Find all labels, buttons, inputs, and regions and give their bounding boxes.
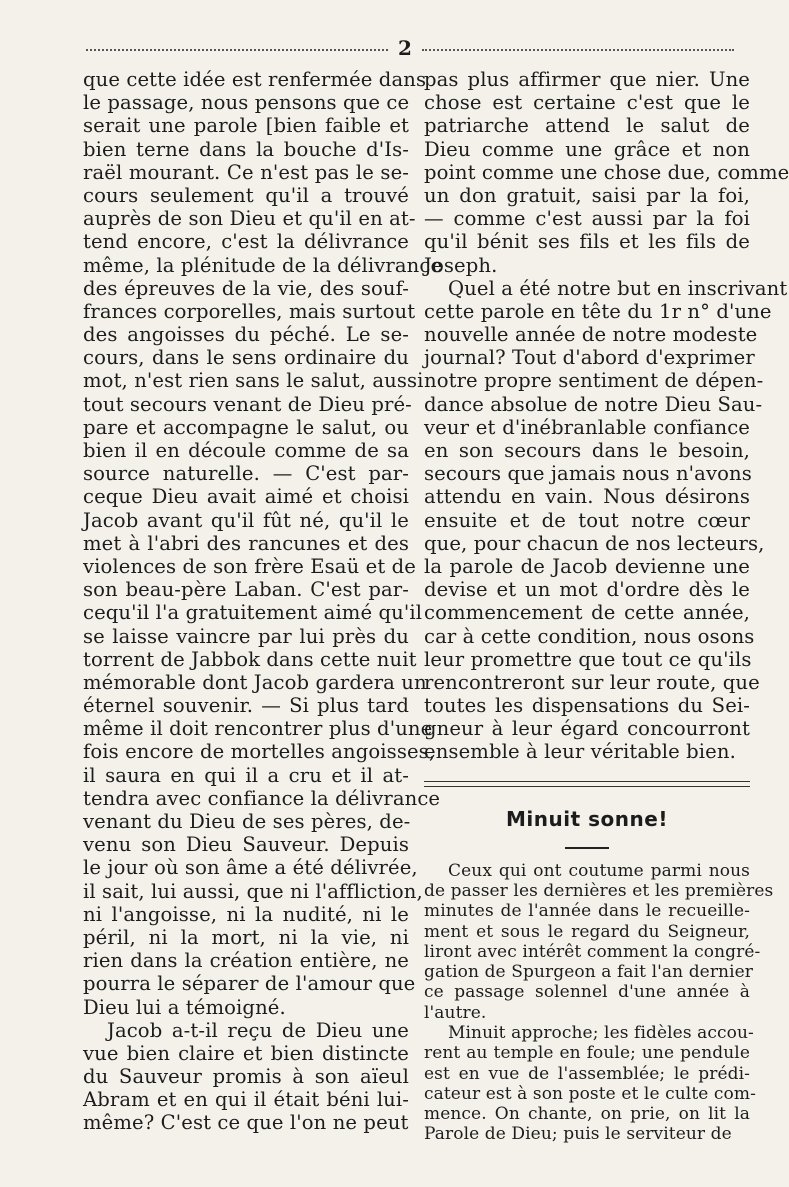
- text-line: Ceux qui ont coutume parmi nous: [448, 860, 750, 881]
- text-line: car à cette condition, nous osons: [424, 624, 755, 648]
- text-line: rent au temple en foule; une pendule: [424, 1043, 750, 1064]
- text-line: Minuit approche; les fidèles accou-: [448, 1023, 754, 1043]
- header-rule-left: [86, 49, 388, 51]
- text-line: pourra le séparer de l'amour que: [83, 972, 416, 996]
- text-line: gneur à leur égard concourront: [424, 717, 750, 741]
- text-line: Abram et en qui il était béni lui-: [83, 1088, 409, 1112]
- text-line: commencement de cette année,: [424, 601, 750, 625]
- text-line: même il doit rencontrer plus d'une: [83, 717, 433, 741]
- text-line: — comme c'est aussi par la foi: [424, 207, 750, 231]
- text-line: source naturelle. — C'est par-: [83, 462, 409, 486]
- text-line: Dieu comme une grâce et non: [424, 137, 750, 161]
- text-line: le jour où son âme a été délivrée,: [83, 856, 418, 880]
- text-line: Joseph.: [424, 253, 498, 277]
- article-text: [424, 860, 774, 1145]
- text-line: mémorable dont Jacob gardera un: [83, 670, 427, 694]
- text-line: raël mourant. Ce n'est pas le se-: [83, 160, 409, 184]
- header-rule-right: [422, 49, 734, 51]
- text-line: pare et accompagne le salut, ou: [83, 415, 409, 439]
- text-line: que, pour chacun de nos lecteurs,: [424, 531, 765, 555]
- text-line: de passer les dernières et les premières: [424, 880, 774, 901]
- text-line: du Sauveur promis à son aïeul: [83, 1065, 409, 1089]
- text-line: veur et d'inébranlable confiance: [424, 415, 750, 439]
- section-divider: [424, 781, 750, 787]
- text-line: l'autre.: [424, 1002, 487, 1023]
- left-column: [83, 68, 443, 1135]
- text-line: cette parole en tête du 1r n° d'une: [424, 299, 772, 323]
- page-header: [86, 38, 734, 58]
- text-line: cateur est à son poste et le culte com-: [424, 1083, 756, 1104]
- text-line: la parole de Jacob devienne une: [424, 554, 750, 578]
- text-line: même? C'est ce que l'on ne peut: [83, 1111, 409, 1135]
- text-line: serait une parole [bien faible et: [83, 114, 409, 138]
- right-column-text: [424, 68, 789, 764]
- text-line: Quel a été notre but en inscrivant: [448, 276, 788, 300]
- text-line: que cette idée est renfermée dans: [83, 68, 427, 91]
- text-line: est en vue de l'assemblée; le prédi-: [424, 1063, 750, 1084]
- text-line: le passage, nous pensons que ce: [83, 91, 410, 115]
- text-line: leur promettre que tout ce qu'ils: [424, 647, 752, 671]
- text-line: frances corporelles, mais surtout: [83, 299, 416, 323]
- text-line: Jacob avant qu'il fût né, qu'il le: [83, 508, 409, 532]
- text-line: minutes de l'année dans le recueille-: [424, 901, 750, 922]
- text-line: péril, ni la mort, ni la vie, ni: [83, 925, 409, 949]
- text-line: torrent de Jabbok dans cette nuit: [83, 647, 417, 671]
- text-line: nouvelle année de notre modeste: [424, 323, 758, 347]
- text-line: venant du Dieu de ses pères, de-: [83, 810, 411, 833]
- text-line: Jacob a-t-il reçu de Dieu une: [107, 1018, 409, 1042]
- text-line: Dieu lui a témoigné.: [83, 995, 286, 1019]
- text-line: dance absolue de notre Dieu Sau-: [424, 392, 763, 416]
- text-line: point comme une chose due, comme: [424, 160, 789, 184]
- text-line: tout secours venant de Dieu pré-: [83, 392, 412, 416]
- text-line: ensuite et de tout notre cœur: [424, 508, 750, 532]
- text-line: venu son Dieu Sauveur. Depuis: [83, 833, 409, 857]
- text-line: éternel souvenir. — Si plus tard: [83, 694, 409, 718]
- text-line: chose est certaine c'est que le: [424, 91, 750, 115]
- text-line: son beau-père Laban. C'est par-: [83, 578, 409, 602]
- text-line: liront avec intérêt comment la congré-: [424, 941, 761, 962]
- text-line: auprès de son Dieu et qu'il en at-: [83, 207, 416, 231]
- text-line: tendra avec confiance la délivrance: [83, 786, 441, 810]
- text-line: ment et sous le regard du Seigneur,: [424, 921, 750, 942]
- text-line: cours, dans le sens ordinaire du: [83, 346, 409, 370]
- right-column: [424, 68, 789, 1145]
- text-line: se laisse vaincre par lui près du: [83, 624, 409, 648]
- text-line: Parole de Dieu; puis le serviteur de: [424, 1124, 732, 1145]
- text-line: patriarche attend le salut de: [424, 114, 750, 138]
- text-line: tend encore, c'est la délivrance: [83, 230, 409, 254]
- text-line: un don gratuit, saisi par la foi,: [424, 183, 750, 207]
- text-line: violences de son frère Esaü et de: [83, 554, 416, 578]
- text-line: il sait, lui aussi, que ni l'affliction,: [83, 879, 423, 903]
- text-line: bien il en découle comme de sa: [83, 439, 409, 462]
- page-number: 2: [398, 36, 412, 60]
- text-line: toutes les dispensations du Sei-: [424, 694, 750, 718]
- text-line: pas plus affirmer que nier. Une: [424, 68, 750, 91]
- text-line: ceque Dieu avait aimé et choisi: [83, 485, 409, 509]
- text-line: des épreuves de la vie, des souf-: [83, 276, 409, 300]
- text-line: bien terne dans la bouche d'Is-: [83, 137, 409, 161]
- text-line: ni l'angoisse, ni la nudité, ni le: [83, 902, 409, 926]
- text-line: fois encore de mortelles angoisses,: [83, 740, 436, 764]
- text-line: cequ'il l'a gratuitement aimé qu'il: [83, 601, 423, 625]
- text-line: des angoisses du péché. Le se-: [83, 323, 409, 347]
- text-line: rien dans la création entière, ne: [83, 949, 409, 973]
- section-title: Minuit sonne!: [506, 806, 668, 831]
- text-line: notre propre sentiment de dépen-: [424, 369, 764, 393]
- text-line: devise et un mot d'ordre dès le: [424, 578, 750, 602]
- text-line: rencontreront sur leur route, que: [424, 670, 760, 694]
- text-line: mence. On chante, on prie, on lit la: [424, 1104, 750, 1125]
- text-line: même, la plénitude de la délivrance: [83, 253, 443, 277]
- text-line: gation de Spurgeon a fait l'an dernier: [424, 962, 754, 983]
- text-line: qu'il bénit ses fils et les fils de: [424, 230, 750, 254]
- text-line: mot, n'est rien sans le salut, aussi: [83, 369, 424, 393]
- text-line: met à l'abri des rancunes et des: [83, 531, 409, 555]
- text-line: cours seulement qu'il a trouvé: [83, 183, 409, 207]
- text-line: vue bien claire et bien distincte: [83, 1041, 409, 1065]
- text-line: secours que jamais nous n'avons: [424, 462, 752, 486]
- text-line: ensemble à leur véritable bien.: [424, 740, 736, 764]
- text-line: ce passage solennel d'une année à: [424, 982, 750, 1003]
- text-line: journal? Tout d'abord d'exprimer: [424, 346, 755, 370]
- text-line: il saura en qui il a cru et il at-: [83, 763, 409, 787]
- title-rule: [565, 847, 609, 849]
- text-line: en son secours dans le besoin,: [424, 439, 750, 462]
- text-line: attendu en vain. Nous désirons: [424, 485, 750, 509]
